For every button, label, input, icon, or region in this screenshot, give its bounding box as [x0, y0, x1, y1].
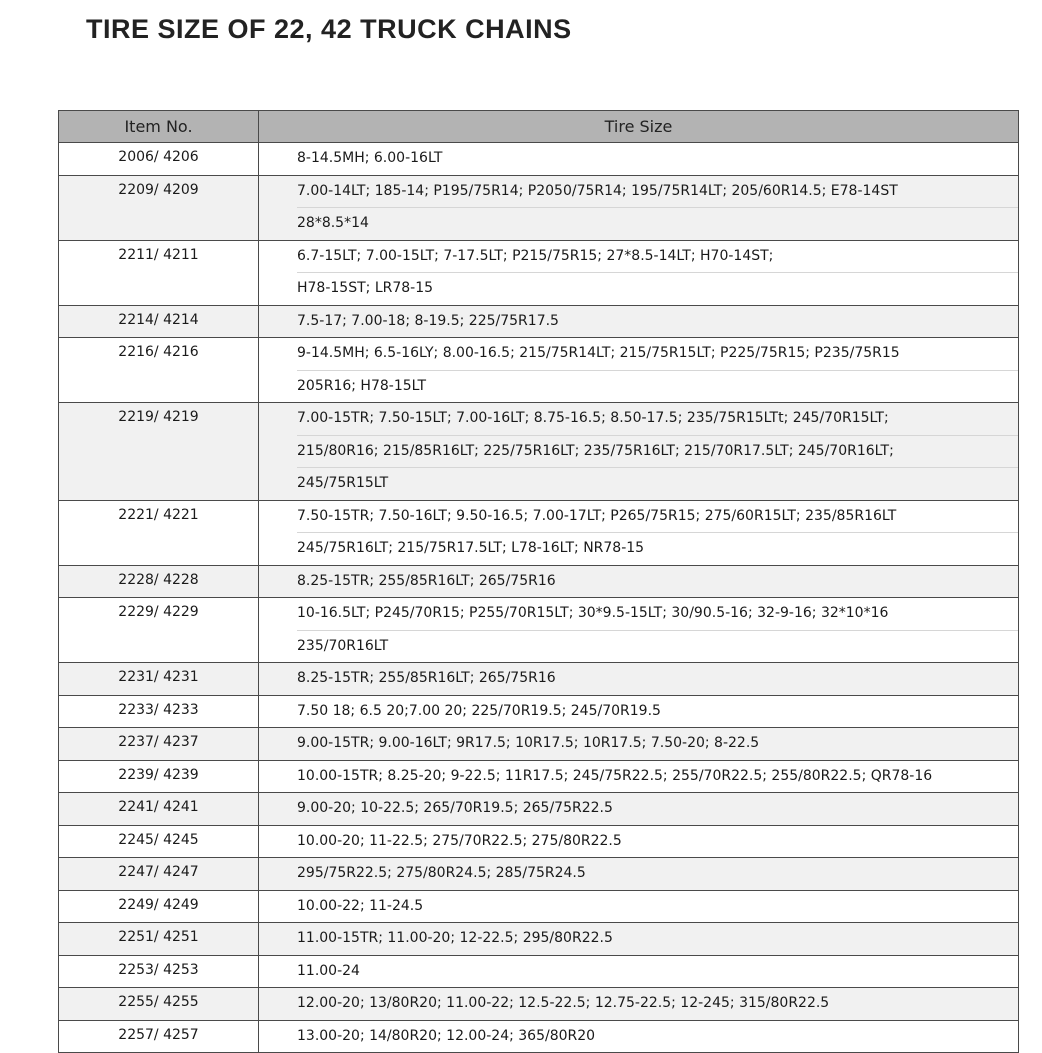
tire-size-line: 28*8.5*14	[297, 207, 1018, 240]
tire-size-cell	[259, 143, 1019, 176]
tire-size-line: 6.7-15LT; 7.00-15LT; 7-17.5LT; P215/75R15; 27*8.5-14LT; H70-14ST;	[297, 247, 774, 264]
tire-size-line: 7.5-17; 7.00-18; 8-19.5; 225/75R17.5	[297, 312, 559, 329]
tire-size-line: 235/70R16LT	[297, 630, 1018, 663]
tire-size-cell	[259, 793, 1019, 826]
tire-size-cell	[259, 338, 1019, 403]
tire-size-cell	[259, 403, 1019, 501]
item-number-cell: 2211/ 4211	[59, 240, 259, 305]
tire-size-cell	[259, 240, 1019, 305]
table-header-row	[59, 111, 1019, 143]
tire-size-cell	[259, 825, 1019, 858]
tire-size-line: 7.00-15TR; 7.50-15LT; 7.00-16LT; 8.75-16.5; 8.50-17.5; 235/75R15LTt; 245/70R15LT;	[297, 410, 889, 426]
table-row	[59, 240, 1019, 305]
item-number-cell: 2237/ 4237	[59, 728, 259, 761]
tire-size-cell	[259, 955, 1019, 988]
tire-size-cell	[259, 923, 1019, 956]
item-number-cell: 2228/ 4228	[59, 565, 259, 598]
item-number-cell: 2239/ 4239	[59, 760, 259, 793]
tire-size-cell	[259, 1020, 1019, 1053]
item-number-cell: 2253/ 4253	[59, 955, 259, 988]
tire-size-line: 8.25-15TR; 255/85R16LT; 265/75R16	[297, 572, 556, 589]
table-row	[59, 403, 1019, 501]
table-row	[59, 500, 1019, 565]
item-number-cell: 2221/ 4221	[59, 500, 259, 565]
table-row	[59, 728, 1019, 761]
tire-size-cell	[259, 663, 1019, 696]
tire-size-line: 295/75R22.5; 275/80R24.5; 285/75R24.5	[297, 865, 586, 881]
tire-size-line: 10.00-20; 11-22.5; 275/70R22.5; 275/80R22.5	[297, 832, 622, 849]
table-row	[59, 760, 1019, 793]
item-number-cell: 2251/ 4251	[59, 923, 259, 956]
tire-size-cell	[259, 598, 1019, 663]
tire-size-line: 9.00-20; 10-22.5; 265/70R19.5; 265/75R22.5	[297, 800, 613, 816]
tire-size-table	[58, 110, 1019, 1053]
tire-size-line: 205R16; H78-15LT	[297, 370, 1018, 403]
table-row	[59, 825, 1019, 858]
tire-size-line: 9.00-15TR; 9.00-16LT; 9R17.5; 10R17.5; 10R17.5; 7.50-20; 8-22.5	[297, 735, 760, 751]
page-title: TIRE SIZE OF 22, 42 TRUCK CHAINS	[86, 14, 572, 44]
item-number-cell: 2255/ 4255	[59, 988, 259, 1021]
tire-size-cell	[259, 760, 1019, 793]
item-number-cell: 2257/ 4257	[59, 1020, 259, 1053]
item-number-cell: 2229/ 4229	[59, 598, 259, 663]
tire-size-cell	[259, 565, 1019, 598]
tire-size-line: 7.50-15TR; 7.50-16LT; 9.50-16.5; 7.00-17LT; P265/75R15; 275/60R15LT; 235/85R16LT	[297, 507, 897, 524]
tire-size-cell	[259, 695, 1019, 728]
item-number-cell: 2216/ 4216	[59, 338, 259, 403]
table-row	[59, 793, 1019, 826]
tire-size-line: 11.00-15TR; 11.00-20; 12-22.5; 295/80R22.5	[297, 930, 613, 946]
item-number-cell: 2231/ 4231	[59, 663, 259, 696]
tire-size-line: 10-16.5LT; P245/70R15; P255/70R15LT; 30*9.5-15LT; 30/90.5-16; 32-9-16; 32*10*16	[297, 605, 889, 621]
column-header-item-no: Item No.	[59, 111, 259, 143]
table-row	[59, 695, 1019, 728]
item-number-cell: 2247/ 4247	[59, 858, 259, 891]
tire-size-line: 7.00-14LT; 185-14; P195/75R14; P2050/75R14; 195/75R14LT; 205/60R14.5; E78-14ST	[297, 182, 898, 199]
tire-size-cell	[259, 858, 1019, 891]
table-row	[59, 598, 1019, 663]
column-header-tire-size: Tire Size	[259, 111, 1019, 143]
item-number-cell: 2214/ 4214	[59, 305, 259, 338]
item-number-cell: 2241/ 4241	[59, 793, 259, 826]
tire-size-line: 10.00-15TR; 8.25-20; 9-22.5; 11R17.5; 245/75R22.5; 255/70R22.5; 255/80R22.5; QR78-16	[297, 767, 933, 784]
tire-size-cell	[259, 500, 1019, 565]
tire-size-line: 11.00-24	[297, 962, 360, 979]
table-row	[59, 955, 1019, 988]
tire-size-cell	[259, 305, 1019, 338]
tire-size-line: 10.00-22; 11-24.5	[297, 897, 424, 914]
tire-size-line: 13.00-20; 14/80R20; 12.00-24; 365/80R20	[297, 1027, 596, 1044]
tire-size-cell	[259, 175, 1019, 240]
table-row	[59, 923, 1019, 956]
table-row	[59, 1020, 1019, 1053]
table-row	[59, 858, 1019, 891]
tire-size-line: 9-14.5MH; 6.5-16LY; 8.00-16.5; 215/75R14LT; 215/75R15LT; P225/75R15; P235/75R15	[297, 345, 900, 361]
table-row	[59, 143, 1019, 176]
tire-size-line: 245/75R15LT	[297, 467, 1018, 500]
item-number-cell: 2245/ 4245	[59, 825, 259, 858]
item-number-cell: 2249/ 4249	[59, 890, 259, 923]
tire-size-line: 7.50 18; 6.5 20;7.00 20; 225/70R19.5; 245/70R19.5	[297, 702, 661, 719]
tire-size-line: 215/80R16; 215/85R16LT; 225/75R16LT; 235/75R16LT; 215/70R17.5LT; 245/70R16LT;	[297, 435, 1018, 468]
tire-size-cell	[259, 988, 1019, 1021]
table-row	[59, 305, 1019, 338]
table-row	[59, 175, 1019, 240]
tire-size-cell	[259, 728, 1019, 761]
tire-size-cell	[259, 890, 1019, 923]
table-row	[59, 663, 1019, 696]
table-row	[59, 338, 1019, 403]
tire-size-line: 8.25-15TR; 255/85R16LT; 265/75R16	[297, 670, 556, 686]
tire-size-line: H78-15ST; LR78-15	[297, 272, 1018, 305]
table-row	[59, 565, 1019, 598]
item-number-cell: 2209/ 4209	[59, 175, 259, 240]
item-number-cell: 2233/ 4233	[59, 695, 259, 728]
table-row	[59, 890, 1019, 923]
tire-size-line: 245/75R16LT; 215/75R17.5LT; L78-16LT; NR78-15	[297, 532, 1018, 565]
table-row	[59, 988, 1019, 1021]
item-number-cell: 2006/ 4206	[59, 143, 259, 176]
item-number-cell: 2219/ 4219	[59, 403, 259, 501]
tire-size-line: 12.00-20; 13/80R20; 11.00-22; 12.5-22.5; 12.75-22.5; 12-245; 315/80R22.5	[297, 995, 830, 1011]
tire-size-line: 8-14.5MH; 6.00-16LT	[297, 150, 443, 166]
